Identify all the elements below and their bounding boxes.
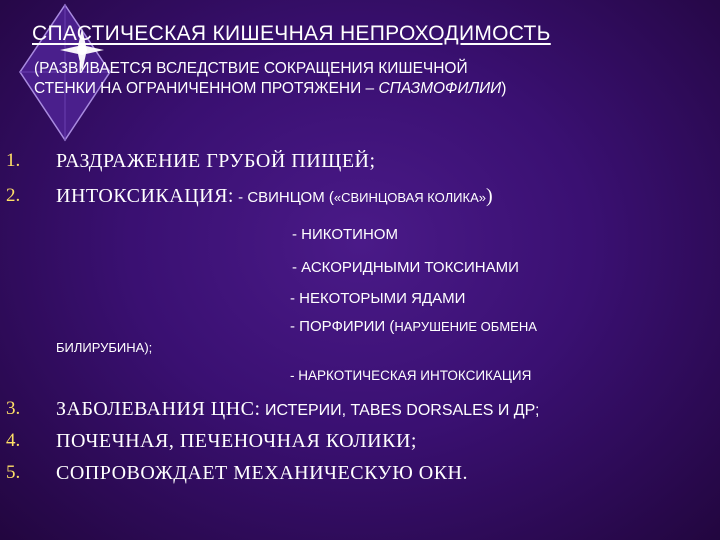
list-number-5: 5. [6, 462, 21, 483]
list-item-1: РАЗДРАЖЕНИЕ ГРУБОЙ ПИЩЕЙ; [56, 150, 376, 172]
list-number-4: 4. [6, 430, 21, 451]
list-item-5: СОПРОВОЖДАЕТ МЕХАНИЧЕСКУЮ ОКН. [56, 462, 468, 484]
list-item-2: ИНТОКСИКАЦИЯ: - СВИНЦОМ («СВИНЦОВАЯ КОЛИКА») [56, 185, 494, 207]
list-number-3: 3. [6, 398, 21, 419]
slide-title: СПАСТИЧЕСКАЯ КИШЕЧНАЯ НЕПРОХОДИМОСТЬ [32, 22, 551, 45]
sub-item-poisons: - НЕКОТОРЫМИ ЯДАМИ [290, 290, 466, 307]
subtitle-line-2: СТЕНКИ НА ОГРАНИЧЕННОМ ПРОТЯЖЕНИ – СПАЗМОФИЛИИ) [34, 80, 507, 97]
sub-item-nicotine: - НИКОТИНОМ [292, 226, 398, 243]
sub-item-bilirubin: БИЛИРУБИНА); [56, 340, 153, 355]
sub-item-porphyria: - ПОРФИРИИ (НАРУШЕНИЕ ОБМЕНА [290, 318, 537, 335]
list-item-4: ПОЧЕЧНАЯ, ПЕЧЕНОЧНАЯ КОЛИКИ; [56, 430, 417, 452]
sub-item-ascarid: - АСКОРИДНЫМИ ТОКСИНАМИ [292, 259, 519, 276]
list-number-2: 2. [6, 185, 21, 206]
list-item-3: ЗАБОЛЕВАНИЯ ЦНС: ИСТЕРИИ, TABES DORSALES И ДР; [56, 398, 540, 420]
sub-item-narcotic: - НАРКОТИЧЕСКАЯ ИНТОКСИКАЦИЯ [290, 368, 532, 383]
subtitle-line-1: (РАЗВИВАЕТСЯ ВСЛЕДСТВИЕ СОКРАЩЕНИЯ КИШЕЧНОЙ [34, 60, 468, 77]
list-number-1: 1. [6, 150, 21, 171]
